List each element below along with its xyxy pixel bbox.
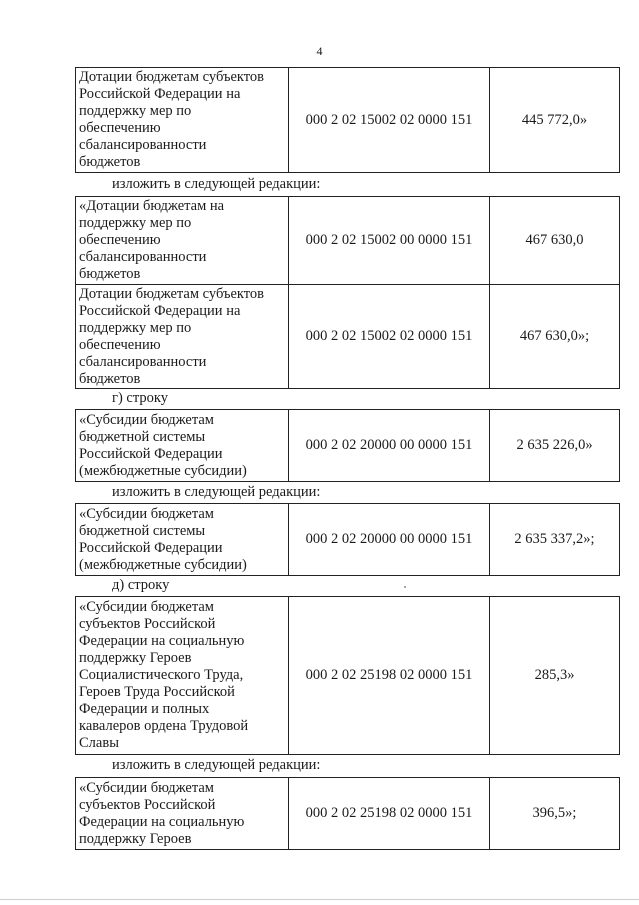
amount-cell: 467 630,0 xyxy=(490,197,620,285)
income-code-cell: 000 2 02 20000 00 0000 151 xyxy=(289,410,490,482)
table-row xyxy=(76,597,620,755)
section-label: г) строку xyxy=(112,390,168,406)
income-code-cell: 000 2 02 25198 02 0000 151 xyxy=(289,778,490,850)
section-label: д) строку xyxy=(112,577,170,593)
amount-cell: 2 635 337,2»; xyxy=(490,504,620,576)
budget-table-3 xyxy=(75,409,620,482)
income-name-cell: «Дотации бюджетам на поддержку мер по обеспечению сбалансированности бюджетов xyxy=(76,197,289,285)
instruction-line: изложить в следующей редакции: xyxy=(112,484,321,500)
income-name-cell: «Субсидии бюджетам бюджетной системы Российской Федерации (межбюджетные субсидии) xyxy=(76,410,289,482)
budget-table-2 xyxy=(75,196,620,389)
table-row xyxy=(76,285,620,389)
income-code-cell: 000 2 02 20000 00 0000 151 xyxy=(289,504,490,576)
amount-cell: 2 635 226,0» xyxy=(490,410,620,482)
income-name-cell: «Субсидии бюджетам бюджетной системы Российской Федерации (межбюджетные субсидии) xyxy=(76,504,289,576)
table-row xyxy=(76,197,620,285)
table-row xyxy=(76,778,620,850)
amount-cell: 467 630,0»; xyxy=(490,285,620,389)
income-code-cell: 000 2 02 15002 00 0000 151 xyxy=(289,197,490,285)
page-number: 4 xyxy=(316,44,323,58)
budget-table-1 xyxy=(75,67,620,173)
instruction-line: изложить в следующей редакции: xyxy=(112,176,321,192)
scan-speck xyxy=(404,586,406,588)
income-name-cell: «Субсидии бюджетам субъектов Российской Федерации на социальную поддержку Героев Социалистического Труда, Героев Труда Российской Федерации и полных кавалеров ордена Трудовой Славы xyxy=(76,597,289,755)
income-code-cell: 000 2 02 25198 02 0000 151 xyxy=(289,597,490,755)
income-name-cell: Дотации бюджетам субъектов Российской Федерации на поддержку мер по обеспечению сбалансированности бюджетов xyxy=(76,68,289,173)
table-row xyxy=(76,410,620,482)
budget-table-5 xyxy=(75,596,620,755)
amount-cell: 396,5»; xyxy=(490,778,620,850)
table-row xyxy=(76,68,620,173)
page-edge-line xyxy=(0,899,639,900)
income-code-cell: 000 2 02 15002 02 0000 151 xyxy=(289,285,490,389)
amount-cell: 445 772,0» xyxy=(490,68,620,173)
table-row xyxy=(76,504,620,576)
amount-cell: 285,3» xyxy=(490,597,620,755)
budget-table-6 xyxy=(75,777,620,850)
income-code-cell: 000 2 02 15002 02 0000 151 xyxy=(289,68,490,173)
income-name-cell: «Субсидии бюджетам субъектов Российской Федерации на социальную поддержку Героев xyxy=(76,778,289,850)
instruction-line: изложить в следующей редакции: xyxy=(112,757,321,773)
budget-table-4 xyxy=(75,503,620,576)
income-name-cell: Дотации бюджетам субъектов Российской Федерации на поддержку мер по обеспечению сбалансированности бюджетов xyxy=(76,285,289,389)
